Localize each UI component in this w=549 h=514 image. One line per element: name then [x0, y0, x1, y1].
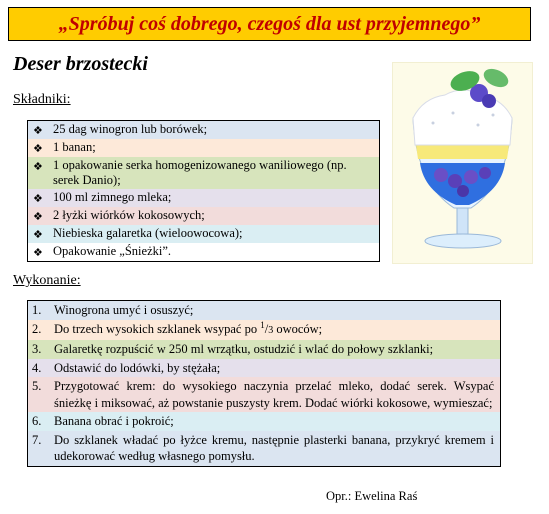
- fraction-denominator: 3: [268, 324, 274, 336]
- dessert-glass-icon: [393, 63, 532, 263]
- author-credit: Opr.: Ewelina Raś: [326, 489, 418, 503]
- diamond-bullet-icon: ❖: [33, 124, 43, 137]
- list-item: [28, 412, 500, 431]
- step-number: 5.: [32, 379, 42, 393]
- diamond-bullet-icon: ❖: [33, 228, 43, 241]
- list-item: [28, 189, 379, 207]
- ingredient-text: Opakowanie „Śnieżki”.: [53, 244, 172, 258]
- ingredient-text: 100 ml zimnego mleka;: [53, 190, 172, 204]
- step-text: Przygotować krem: do wysokiego naczynia przelać mleko, dodać serek. Wsypać śnieżkę i miksować, aż powstanie puszysty krem. Dodać wiórki kokosowe, wymieszać;: [54, 379, 494, 410]
- fraction-numerator: 1: [260, 319, 265, 330]
- list-item: [28, 225, 379, 243]
- step-text: Do szklanek władać po łyżce kremu, następnie plasterki banana, przykryć kremem i udekorować według własnego pomysłu.: [54, 432, 494, 463]
- recipe-title: Deser brzostecki: [13, 53, 148, 75]
- list-item: [28, 243, 379, 261]
- diamond-bullet-icon: ❖: [33, 142, 43, 155]
- ingredients-label: Składniki:: [13, 92, 71, 107]
- list-item: [28, 207, 379, 225]
- diamond-bullet-icon: ❖: [33, 210, 43, 223]
- step-text-part: Do trzech wysokich szklanek wsypać po: [54, 321, 261, 336]
- banner-title: „Spróbuj coś dobrego, czegoś dla ust przyjemnego”: [8, 7, 531, 41]
- dessert-illustration: [392, 62, 533, 264]
- ingredient-text: Niebieska galaretka (wieloowocowa);: [53, 226, 243, 240]
- list-item: [28, 431, 500, 466]
- diamond-bullet-icon: ❖: [33, 246, 43, 259]
- step-number: 7.: [32, 432, 42, 447]
- ingredient-text: 25 dag winogron lub borówek;: [53, 122, 208, 136]
- ingredient-text: 1 opakowanie serka homogenizowanego waniliowego (np. serek Danio);: [53, 158, 347, 187]
- step-text: Winogrona umyć i osuszyć;: [54, 303, 194, 317]
- step-number: 3.: [32, 342, 42, 356]
- ingredients-list: [27, 120, 380, 262]
- step-text-part: owoców;: [273, 321, 323, 336]
- step-number: 1.: [32, 303, 42, 317]
- steps-label: Wykonanie:: [13, 273, 81, 288]
- steps-list: [27, 300, 501, 467]
- list-item: [28, 340, 500, 359]
- ingredient-text: 2 łyżki wiórków kokosowych;: [53, 208, 205, 222]
- list-item: [28, 359, 500, 378]
- diamond-bullet-icon: ❖: [33, 192, 43, 205]
- list-item: [28, 377, 500, 412]
- step-text: Banana obrać i pokroić;: [54, 414, 174, 428]
- step-number: 4.: [32, 360, 42, 375]
- ingredient-text: 1 banan;: [53, 140, 96, 154]
- list-item: [28, 301, 500, 320]
- diamond-bullet-icon: ❖: [33, 160, 43, 173]
- fraction-slash: /: [264, 321, 269, 336]
- step-text: [54, 321, 494, 340]
- step-number: 6.: [32, 414, 42, 428]
- list-item: [28, 139, 379, 157]
- list-item: [28, 121, 379, 139]
- step-text: Odstawić do lodówki, by stężała;: [54, 360, 221, 375]
- step-text: Galaretkę rozpuścić w 250 ml wrzątku, ostudzić i wlać do połowy szklanki;: [54, 342, 434, 356]
- list-item: [28, 157, 379, 189]
- step-number: 2.: [32, 321, 42, 336]
- list-item: [28, 320, 500, 341]
